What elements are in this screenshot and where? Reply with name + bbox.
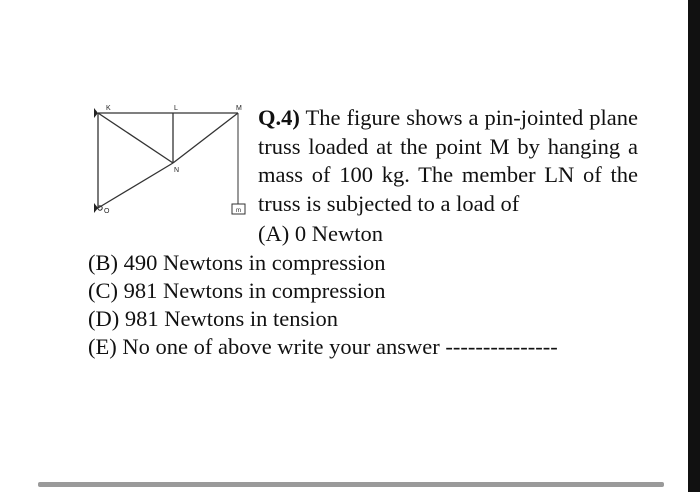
question-number: Q.4) <box>258 105 300 130</box>
question-text <box>258 104 638 218</box>
option-b: (B) 490 Newtons in compression <box>88 250 386 275</box>
truss-figure <box>88 100 258 225</box>
option-a: (A) 0 Newton <box>258 221 383 246</box>
right-edge-border <box>688 0 700 492</box>
truss-diagram <box>88 100 258 225</box>
label-n: N <box>174 167 180 174</box>
option-e: (E) No one of above write your answer --------------- <box>88 334 558 359</box>
member-kn <box>98 113 173 163</box>
label-m: M <box>236 105 242 112</box>
option-d: (D) 981 Newtons in tension <box>88 306 338 331</box>
member-mn <box>173 113 238 163</box>
label-k: K <box>106 105 111 112</box>
member-no <box>98 163 173 208</box>
label-mass: m <box>236 208 241 214</box>
label-o: O <box>104 208 110 215</box>
option-c: (C) 981 Newtons in compression <box>88 278 386 303</box>
bottom-divider <box>38 482 664 487</box>
question-body: The figure shows a pin-jointed plane truss loaded at the point M by hanging a mass of 100 kg. The member LN of the truss is subjected to a load of <box>258 105 639 216</box>
label-l: L <box>174 105 178 112</box>
